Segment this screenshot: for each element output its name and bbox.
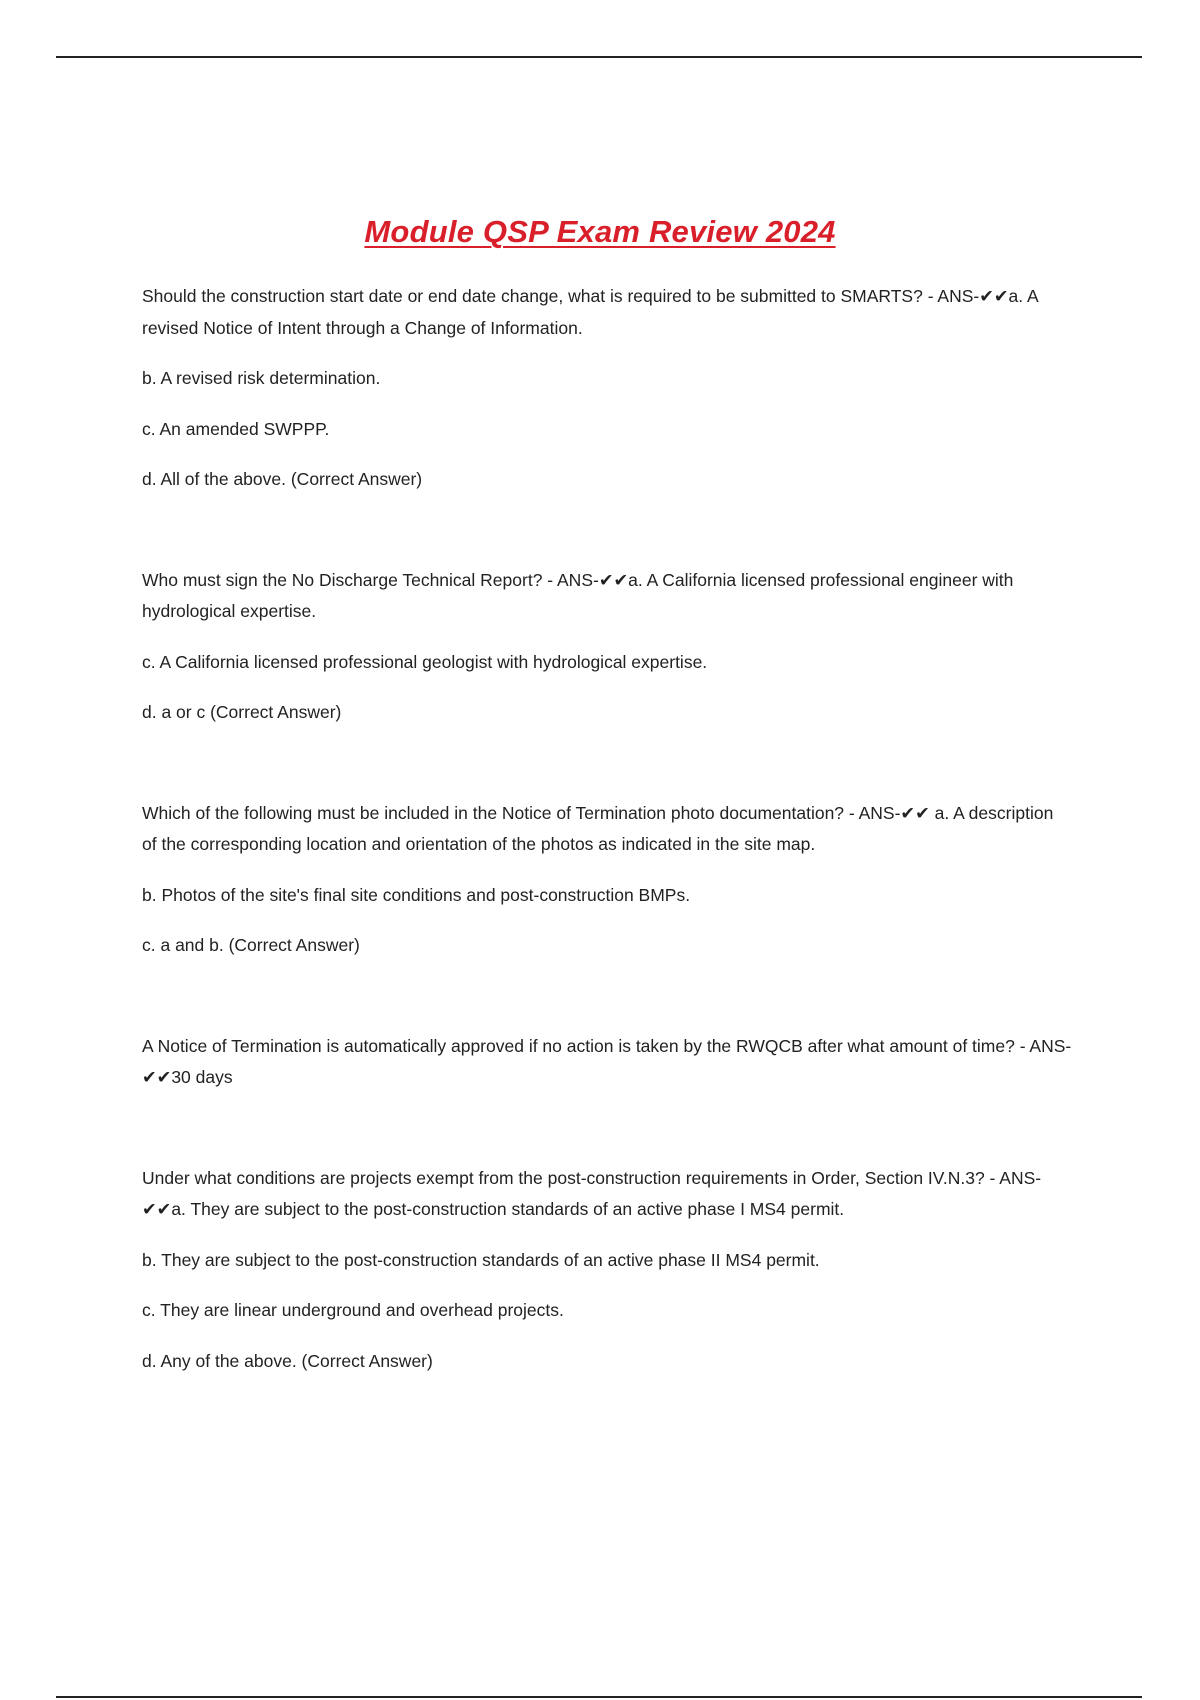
answer-option: b. A revised risk determination. xyxy=(142,368,381,388)
question-block-4 xyxy=(142,1031,1072,1094)
answer-option: c. A California licensed professional geologist with hydrological expertise. xyxy=(142,651,708,672)
bottom-rule xyxy=(56,1696,1142,1698)
spacer xyxy=(142,1094,1072,1163)
question-text: Which of the following must be included in the Notice of Termination photo documentation? - ANS-✔✔ a. A description of the corresponding location and orientation of the photos as indicated in the site map. xyxy=(142,802,1054,854)
answer-option: d. All of the above. (Correct Answer) xyxy=(142,469,423,489)
answer-option: c. An amended SWPPP. xyxy=(142,418,330,439)
answer-option: d. Any of the above. (Correct Answer) xyxy=(142,1350,433,1371)
answer-option: c. a and b. (Correct Answer) xyxy=(142,935,360,955)
question-block-1 xyxy=(142,281,1072,496)
answer-option: b. Photos of the site's final site conditions and post-construction BMPs. xyxy=(142,884,691,905)
question-text: Who must sign the No Discharge Technical Report? - ANS-✔✔a. A California licensed professional engineer with hydrological expertise. xyxy=(142,569,1014,621)
question-block-2 xyxy=(142,565,1072,729)
document-body xyxy=(142,281,1072,1377)
spacer xyxy=(142,962,1072,1031)
answer-option: b. They are subject to the post-construction standards of an active phase II MS4 permit. xyxy=(142,1249,820,1270)
question-block-3 xyxy=(142,798,1072,962)
question-text: A Notice of Termination is automatically approved if no action is taken by the RWQCB after what amount of time? - ANS-✔✔30 days xyxy=(142,1035,1072,1087)
answer-option: d. a or c (Correct Answer) xyxy=(142,702,342,722)
document-title: Module QSP Exam Review 2024 xyxy=(364,214,836,249)
question-text: Under what conditions are projects exempt from the post-construction requirements in Order, Section IV.N.3? - ANS-✔✔a. They are subject to the post-construction standards of an active phase I MS4 permit. xyxy=(142,1167,1042,1219)
spacer xyxy=(142,496,1072,565)
spacer xyxy=(142,729,1072,798)
question-block-5 xyxy=(142,1163,1072,1378)
top-rule xyxy=(56,56,1142,58)
answer-option: c. They are linear underground and overhead projects. xyxy=(142,1300,564,1320)
question-text: Should the construction start date or end date change, what is required to be submitted to SMARTS? - ANS-✔✔a. A revised Notice of Intent through a Change of Information. xyxy=(142,286,1038,338)
